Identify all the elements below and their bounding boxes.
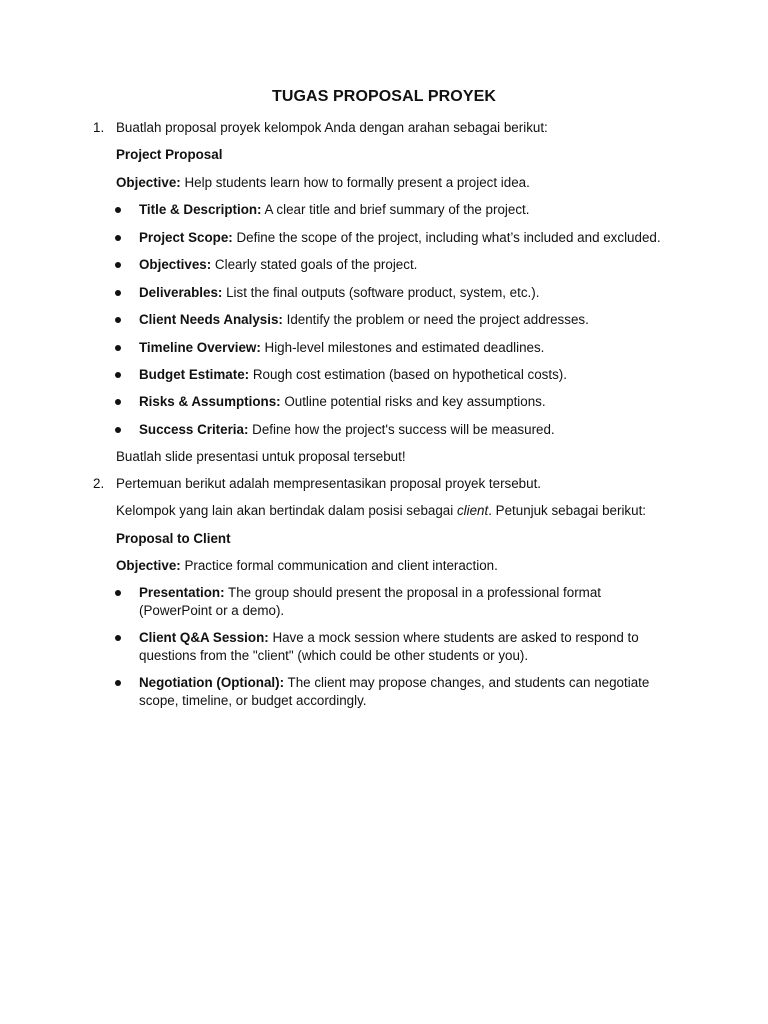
bullet-item <box>139 674 669 710</box>
bullet-text: Rough cost estimation (based on hypothetical costs). <box>249 367 567 382</box>
bullet-label: Success Criteria: <box>139 422 249 437</box>
bullet-item <box>139 421 679 439</box>
section-title <box>116 146 222 164</box>
bullet-label: Risks & Assumptions: <box>139 394 281 409</box>
bullet-icon <box>115 207 121 213</box>
bullet-text: A clear title and brief summary of the project. <box>261 202 530 217</box>
bullet-item <box>139 584 659 620</box>
bullet-item <box>139 256 679 274</box>
bullet-item <box>139 629 659 665</box>
bullet-item <box>139 284 679 302</box>
bullet-label: Project Scope: <box>139 230 233 245</box>
bullet-icon <box>115 399 121 405</box>
section-title-text: Proposal to Client <box>116 531 231 546</box>
bullet-text: Define how the project's success will be measured. <box>248 422 555 437</box>
document-title: TUGAS PROPOSAL PROYEK <box>271 88 497 105</box>
item-intro: Buatlah proposal proyek kelompok Anda dengan arahan sebagai berikut: <box>116 120 548 135</box>
section-title <box>116 530 231 548</box>
objective-label: Objective: <box>116 175 181 190</box>
client-instruction <box>116 502 646 520</box>
bullet-text: The group should present the proposal in a professional format (PowerPoint or a demo). <box>139 585 601 618</box>
bullet-text: Have a mock session where students are asked to respond to questions from the "client" (which could be other students or you). <box>139 630 639 663</box>
objective-line <box>116 557 498 575</box>
closing-instruction: Buatlah slide presentasi untuk proposal tersebut! <box>116 449 406 464</box>
bullet-label: Negotiation (Optional): <box>139 675 285 690</box>
bullet-item <box>139 339 679 357</box>
bullet-icon <box>115 235 121 241</box>
bullet-text: Clearly stated goals of the project. <box>211 257 418 272</box>
bullet-text: Outline potential risks and key assumptions. <box>280 394 546 409</box>
bullet-label: Title & Description: <box>139 202 262 217</box>
bullet-label: Timeline Overview: <box>139 340 261 355</box>
bullet-text: High-level milestones and estimated deadlines. <box>260 340 545 355</box>
objective-text: Help students learn how to formally present a project idea. <box>180 175 530 190</box>
bullet-item <box>139 366 679 384</box>
client-word: client <box>456 503 489 518</box>
bullet-text: Define the scope of the project, including what’s included and excluded. <box>232 230 661 245</box>
item-intro: Pertemuan berikut adalah mempresentasikan proposal proyek tersebut. <box>116 476 542 491</box>
bullet-icon <box>115 635 121 641</box>
objective-text: Practice formal communication and client interaction. <box>180 558 498 573</box>
bullet-icon <box>115 372 121 378</box>
bullet-icon <box>115 262 121 268</box>
bullet-item <box>139 229 699 247</box>
bullet-label: Budget Estimate: <box>139 367 250 382</box>
bullet-label: Presentation: <box>139 585 225 600</box>
item-number: 1. <box>93 120 105 135</box>
bullet-text: The client may propose changes, and students can negotiate scope, timeline, or budget accordingly. <box>139 675 650 708</box>
bullet-item <box>139 201 679 219</box>
bullet-icon <box>115 680 121 686</box>
bullet-label: Client Q&A Session: <box>139 630 269 645</box>
bullet-item <box>139 311 679 329</box>
item-number: 2. <box>93 476 105 491</box>
objective-line <box>116 174 530 192</box>
bullet-text: List the final outputs (software product, system, etc.). <box>222 285 540 300</box>
bullet-icon <box>115 427 121 433</box>
bullet-icon <box>115 345 121 351</box>
section-title-text: Project Proposal <box>116 147 223 162</box>
bullet-label: Client Needs Analysis: <box>139 312 283 327</box>
bullet-icon <box>115 590 121 596</box>
client-instruction-text: . Petunjuk sebagai berikut: <box>488 503 647 518</box>
objective-label: Objective: <box>116 558 181 573</box>
client-instruction-text: Kelompok yang lain akan bertindak dalam posisi sebagai <box>116 503 457 518</box>
bullet-icon <box>115 290 121 296</box>
bullet-icon <box>115 317 121 323</box>
bullet-text: Identify the problem or need the project addresses. <box>282 312 589 327</box>
bullet-label: Deliverables: <box>139 285 223 300</box>
bullet-item <box>139 393 679 411</box>
bullet-label: Objectives: <box>139 257 212 272</box>
